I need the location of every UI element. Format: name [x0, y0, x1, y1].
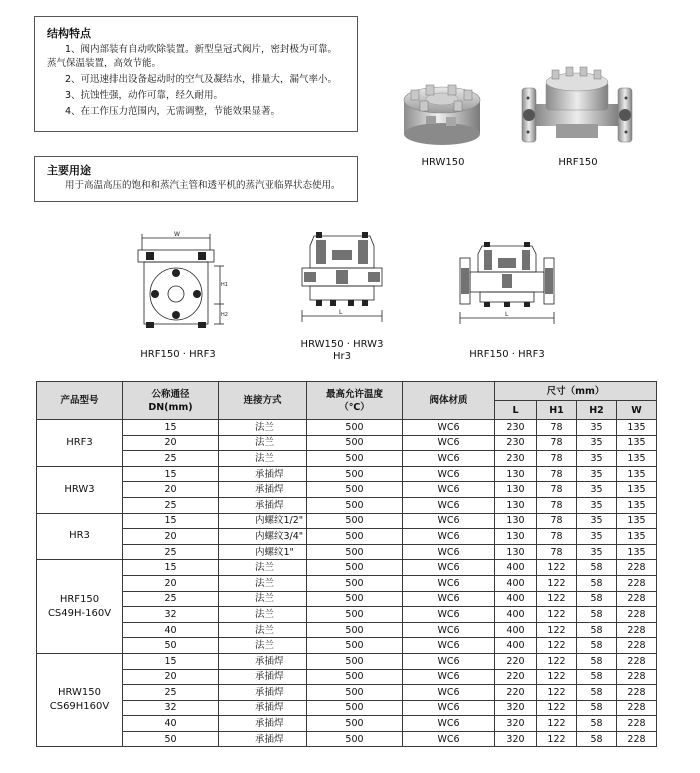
- cell-material: WC6: [403, 529, 495, 545]
- cell-conn: 法兰: [219, 591, 307, 607]
- cell-w: 228: [617, 560, 657, 576]
- cell-w: 135: [617, 482, 657, 498]
- cell-material: WC6: [403, 653, 495, 669]
- table-row: [37, 420, 657, 436]
- cell-l: 220: [495, 669, 537, 685]
- drawing-section-label-l: L: [339, 309, 343, 316]
- cell-dn: 25: [123, 451, 219, 467]
- cell-temp: 500: [307, 669, 403, 685]
- cell-h1: 122: [537, 653, 577, 669]
- cell-h1: 122: [537, 575, 577, 591]
- cell-l: 130: [495, 497, 537, 513]
- cell-dn: 20: [123, 435, 219, 451]
- hrw150-photo-caption: HRW150: [421, 157, 465, 168]
- cell-l: 130: [495, 544, 537, 560]
- cell-temp: 500: [307, 685, 403, 701]
- drawing-section-caption-1: HRW150 · HRW3: [300, 339, 384, 350]
- features-line-3: 2、可迅速排出设备起动时的空气及凝结水，排量大，漏气率小。: [65, 74, 338, 85]
- features-box: [34, 16, 358, 132]
- cell-h1: 78: [537, 420, 577, 436]
- cell-h2: 35: [577, 544, 617, 560]
- cell-h2: 35: [577, 466, 617, 482]
- cell-material: WC6: [403, 560, 495, 576]
- cell-temp: 500: [307, 435, 403, 451]
- cell-conn: 内螺纹3/4": [219, 529, 307, 545]
- cell-h1: 78: [537, 544, 577, 560]
- cell-l: 400: [495, 575, 537, 591]
- drawing-front-label-h2: H2: [221, 312, 228, 318]
- cell-w: 228: [617, 669, 657, 685]
- cell-l: 400: [495, 607, 537, 623]
- features-line-5: 4、在工作压力范围内，无需调整，节能效果显著。: [65, 106, 281, 117]
- table-row: [37, 685, 657, 701]
- hrw150-photo: [396, 72, 488, 150]
- cell-temp: 500: [307, 731, 403, 747]
- table-row: [37, 482, 657, 498]
- drawing-front-label-h1: H1: [221, 282, 228, 288]
- cell-material: WC6: [403, 638, 495, 654]
- cell-conn: 承插焊: [219, 466, 307, 482]
- table-row: [37, 466, 657, 482]
- hrf150-photo-caption: HRF150: [558, 157, 598, 168]
- cell-dn: 25: [123, 591, 219, 607]
- cell-dn: 15: [123, 560, 219, 576]
- cell-h1: 122: [537, 685, 577, 701]
- drawing-flanged-view: [456, 232, 558, 330]
- cell-temp: 500: [307, 513, 403, 529]
- cell-material: WC6: [403, 451, 495, 467]
- cell-l: 400: [495, 638, 537, 654]
- cell-temp: 500: [307, 420, 403, 436]
- cell-conn: 承插焊: [219, 700, 307, 716]
- header-dimensions: 尺寸（mm）: [495, 382, 657, 401]
- cell-h2: 58: [577, 638, 617, 654]
- header-l: L: [495, 401, 537, 420]
- usage-title: 主要用途: [47, 164, 91, 177]
- cell-w: 228: [617, 638, 657, 654]
- cell-material: WC6: [403, 700, 495, 716]
- cell-w: 135: [617, 529, 657, 545]
- cell-h1: 78: [537, 497, 577, 513]
- features-line-1: 1、阀内部装有自动吹除装置。新型皇冠式阀片，密封极为可靠。: [65, 44, 338, 55]
- cell-h2: 58: [577, 560, 617, 576]
- cell-l: 220: [495, 653, 537, 669]
- cell-h2: 35: [577, 451, 617, 467]
- table-row: [37, 435, 657, 451]
- cell-temp: 500: [307, 482, 403, 498]
- cell-w: 228: [617, 622, 657, 638]
- cell-w: 135: [617, 544, 657, 560]
- cell-l: 230: [495, 451, 537, 467]
- cell-conn: 承插焊: [219, 685, 307, 701]
- header-max-temp: 最高允许温度 （℃）: [307, 382, 403, 420]
- table-row: [37, 513, 657, 529]
- usage-box: [34, 156, 358, 202]
- cell-l: 320: [495, 716, 537, 732]
- cell-dn: 40: [123, 622, 219, 638]
- cell-conn: 承插焊: [219, 482, 307, 498]
- cell-temp: 500: [307, 529, 403, 545]
- cell-h1: 122: [537, 560, 577, 576]
- model-cell: HRW3: [37, 466, 123, 513]
- cell-h2: 58: [577, 653, 617, 669]
- cell-h1: 122: [537, 638, 577, 654]
- cell-h2: 35: [577, 420, 617, 436]
- cell-material: WC6: [403, 466, 495, 482]
- cell-h1: 122: [537, 591, 577, 607]
- cell-temp: 500: [307, 544, 403, 560]
- cell-material: WC6: [403, 685, 495, 701]
- table-row: [37, 451, 657, 467]
- model-cell: HRW150 CS69H160V: [37, 653, 123, 747]
- cell-dn: 15: [123, 513, 219, 529]
- cell-h1: 78: [537, 451, 577, 467]
- cell-material: WC6: [403, 716, 495, 732]
- header-model: 产品型号: [37, 382, 123, 420]
- cell-conn: 法兰: [219, 435, 307, 451]
- cell-l: 400: [495, 591, 537, 607]
- table-row: [37, 700, 657, 716]
- table-row: [37, 497, 657, 513]
- drawing-flanged-label-l: L: [505, 311, 509, 318]
- cell-h2: 58: [577, 575, 617, 591]
- header-connection: 连接方式: [219, 382, 307, 420]
- cell-w: 228: [617, 591, 657, 607]
- header-w: W: [617, 401, 657, 420]
- spec-table: [36, 381, 657, 747]
- cell-conn: 法兰: [219, 420, 307, 436]
- cell-h2: 58: [577, 591, 617, 607]
- cell-material: WC6: [403, 575, 495, 591]
- cell-dn: 32: [123, 700, 219, 716]
- cell-h2: 58: [577, 731, 617, 747]
- table-row: [37, 591, 657, 607]
- cell-temp: 500: [307, 560, 403, 576]
- cell-dn: 32: [123, 607, 219, 623]
- cell-dn: 50: [123, 731, 219, 747]
- cell-dn: 20: [123, 575, 219, 591]
- cell-temp: 500: [307, 700, 403, 716]
- cell-h1: 122: [537, 731, 577, 747]
- cell-h2: 35: [577, 482, 617, 498]
- cell-temp: 500: [307, 575, 403, 591]
- cell-conn: 内螺纹1": [219, 544, 307, 560]
- table-row: [37, 607, 657, 623]
- cell-l: 130: [495, 466, 537, 482]
- cell-dn: 25: [123, 497, 219, 513]
- cell-h1: 78: [537, 529, 577, 545]
- cell-h2: 58: [577, 669, 617, 685]
- cell-dn: 15: [123, 653, 219, 669]
- cell-l: 130: [495, 482, 537, 498]
- cell-temp: 500: [307, 497, 403, 513]
- header-h1: H1: [537, 401, 577, 420]
- cell-w: 135: [617, 497, 657, 513]
- table-row: [37, 560, 657, 576]
- cell-temp: 500: [307, 607, 403, 623]
- cell-h2: 35: [577, 435, 617, 451]
- header-dn: 公称通径 DN(mm): [123, 382, 219, 420]
- cell-temp: 500: [307, 638, 403, 654]
- cell-h2: 58: [577, 700, 617, 716]
- cell-material: WC6: [403, 482, 495, 498]
- cell-dn: 20: [123, 669, 219, 685]
- cell-material: WC6: [403, 607, 495, 623]
- cell-h2: 35: [577, 529, 617, 545]
- model-cell: HRF150 CS49H-160V: [37, 560, 123, 654]
- cell-conn: 法兰: [219, 638, 307, 654]
- cell-h2: 58: [577, 685, 617, 701]
- cell-l: 320: [495, 731, 537, 747]
- cell-w: 135: [617, 466, 657, 482]
- cell-dn: 20: [123, 529, 219, 545]
- table-row: [37, 575, 657, 591]
- cell-material: WC6: [403, 669, 495, 685]
- header-h2: H2: [577, 401, 617, 420]
- cell-h1: 122: [537, 716, 577, 732]
- drawing-front-view: [128, 228, 228, 340]
- cell-l: 130: [495, 513, 537, 529]
- cell-w: 228: [617, 653, 657, 669]
- cell-material: WC6: [403, 622, 495, 638]
- cell-w: 228: [617, 700, 657, 716]
- cell-h2: 58: [577, 716, 617, 732]
- cell-h1: 122: [537, 700, 577, 716]
- cell-conn: 法兰: [219, 560, 307, 576]
- table-row: [37, 669, 657, 685]
- cell-material: WC6: [403, 497, 495, 513]
- cell-w: 228: [617, 575, 657, 591]
- table-row: [37, 529, 657, 545]
- cell-dn: 25: [123, 544, 219, 560]
- cell-h2: 35: [577, 513, 617, 529]
- cell-conn: 承插焊: [219, 731, 307, 747]
- cell-w: 228: [617, 716, 657, 732]
- table-row: [37, 731, 657, 747]
- cell-h2: 58: [577, 622, 617, 638]
- cell-material: WC6: [403, 435, 495, 451]
- cell-dn: 20: [123, 482, 219, 498]
- cell-temp: 500: [307, 466, 403, 482]
- cell-dn: 40: [123, 716, 219, 732]
- cell-w: 135: [617, 513, 657, 529]
- cell-w: 228: [617, 685, 657, 701]
- cell-temp: 500: [307, 591, 403, 607]
- cell-h1: 122: [537, 607, 577, 623]
- cell-conn: 法兰: [219, 451, 307, 467]
- cell-material: WC6: [403, 420, 495, 436]
- model-cell: HRF3: [37, 420, 123, 467]
- cell-conn: 承插焊: [219, 669, 307, 685]
- cell-h1: 78: [537, 466, 577, 482]
- drawing-section-view: [296, 226, 388, 334]
- usage-text: 用于高温高压的饱和和蒸汽主管和透平机的蒸汽亚临界状态使用。: [65, 180, 341, 191]
- features-title: 结构特点: [47, 27, 91, 40]
- features-line-4: 3、抗蚀性强，动作可靠，经久耐用。: [65, 90, 224, 101]
- cell-temp: 500: [307, 716, 403, 732]
- drawing-flanged-caption: HRF150 · HRF3: [469, 349, 545, 360]
- cell-l: 230: [495, 435, 537, 451]
- drawing-section-caption-2: Hr3: [333, 351, 351, 362]
- cell-h1: 122: [537, 669, 577, 685]
- cell-material: WC6: [403, 591, 495, 607]
- cell-material: WC6: [403, 544, 495, 560]
- cell-l: 400: [495, 560, 537, 576]
- cell-dn: 25: [123, 685, 219, 701]
- cell-conn: 内螺纹1/2": [219, 513, 307, 529]
- cell-h2: 58: [577, 607, 617, 623]
- cell-material: WC6: [403, 731, 495, 747]
- cell-h1: 122: [537, 622, 577, 638]
- drawing-front-caption: HRF150 · HRF3: [140, 349, 216, 360]
- cell-w: 135: [617, 451, 657, 467]
- cell-conn: 法兰: [219, 575, 307, 591]
- cell-h2: 35: [577, 497, 617, 513]
- cell-l: 400: [495, 622, 537, 638]
- hrf150-photo: [516, 64, 638, 150]
- table-row: [37, 622, 657, 638]
- drawing-front-label-w: W: [174, 231, 180, 238]
- cell-l: 230: [495, 420, 537, 436]
- cell-dn: 50: [123, 638, 219, 654]
- table-row: [37, 716, 657, 732]
- table-row: [37, 638, 657, 654]
- cell-temp: 500: [307, 451, 403, 467]
- cell-dn: 15: [123, 466, 219, 482]
- cell-conn: 承插焊: [219, 716, 307, 732]
- cell-temp: 500: [307, 653, 403, 669]
- cell-conn: 法兰: [219, 607, 307, 623]
- cell-temp: 500: [307, 622, 403, 638]
- cell-l: 130: [495, 529, 537, 545]
- cell-h1: 78: [537, 482, 577, 498]
- cell-conn: 承插焊: [219, 653, 307, 669]
- cell-l: 220: [495, 685, 537, 701]
- cell-w: 228: [617, 607, 657, 623]
- table-row: [37, 544, 657, 560]
- cell-w: 135: [617, 420, 657, 436]
- features-line-2: 蒸气保温装置，高效节能。: [47, 58, 162, 69]
- cell-conn: 法兰: [219, 622, 307, 638]
- cell-w: 228: [617, 731, 657, 747]
- cell-l: 320: [495, 700, 537, 716]
- cell-conn: 承插焊: [219, 497, 307, 513]
- cell-dn: 15: [123, 420, 219, 436]
- cell-w: 135: [617, 435, 657, 451]
- cell-material: WC6: [403, 513, 495, 529]
- header-material: 阀体材质: [403, 382, 495, 420]
- model-cell: HR3: [37, 513, 123, 560]
- cell-h1: 78: [537, 435, 577, 451]
- cell-h1: 78: [537, 513, 577, 529]
- table-row: [37, 653, 657, 669]
